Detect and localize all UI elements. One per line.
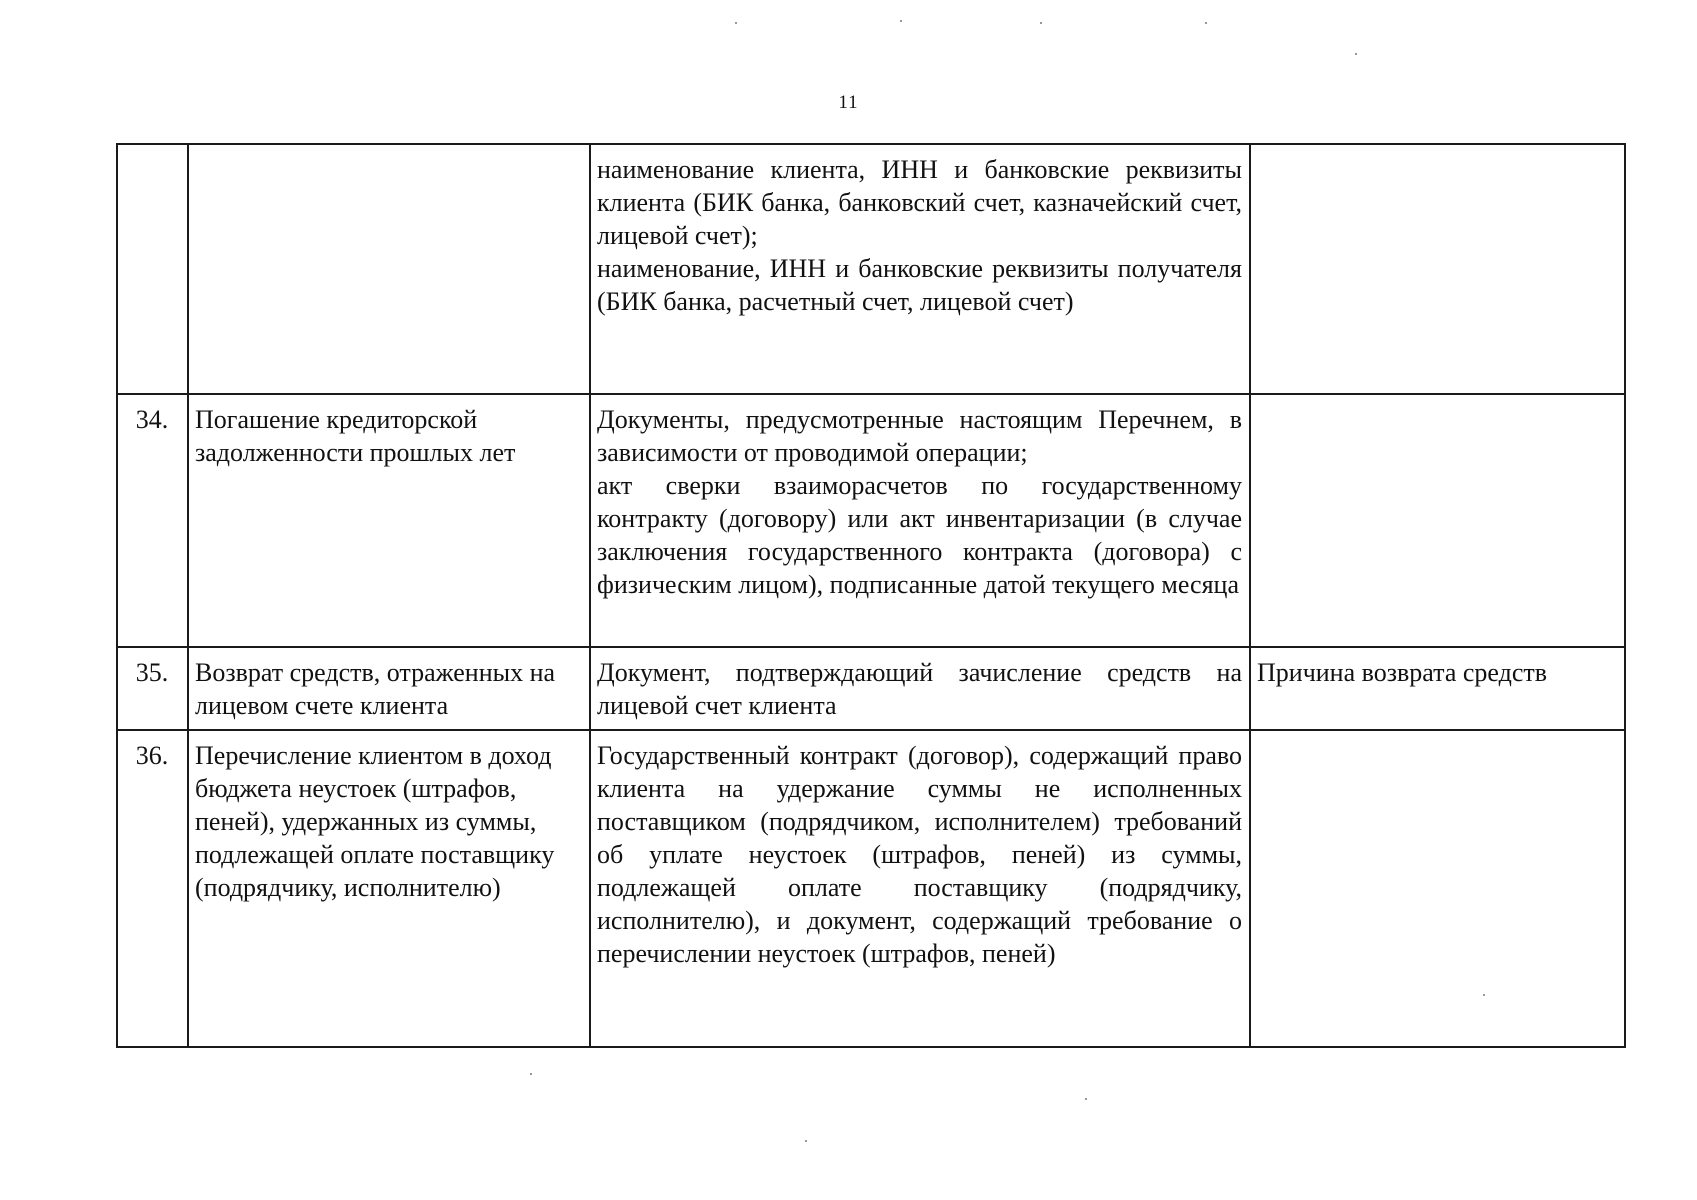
- scan-speck: [1355, 53, 1357, 55]
- table-row: [117, 647, 1625, 730]
- scan-speck: [1205, 22, 1207, 24]
- operation-name-cell: Погашение кредиторской задолженности прошлых лет: [188, 394, 590, 647]
- document-paragraph: акт сверки взаиморасчетов по государственному контракту (договору) или акт инвентаризации (в случае заключения государственного контракта (договора) с физическим лицом), подписанные датой текущего месяца: [597, 471, 1242, 599]
- document-paragraph: Государственный контракт (договор), содержащий право клиента на удержание суммы не исполненных поставщиком (подрядчиком, исполнителем) требований об уплате неустоек (штрафов, пеней) из суммы, подлежащей оплате поставщику (подрядчику, исполнителю), и документ, содержащий требование о перечислении неустоек (штрафов, пеней): [597, 741, 1242, 968]
- scan-speck: [805, 1140, 807, 1142]
- table-row: [117, 730, 1625, 1047]
- note-cell: Причина возврата средств: [1250, 647, 1625, 730]
- table-row: [117, 144, 1625, 394]
- documents-cell: [590, 144, 1250, 394]
- table-row: [117, 394, 1625, 647]
- row-number-cell: [117, 144, 188, 394]
- documents-cell: [590, 647, 1250, 730]
- document-paragraph: Документы, предусмотренные настоящим Перечнем, в зависимости от проводимой операции;: [597, 405, 1242, 467]
- note-cell: [1250, 144, 1625, 394]
- operation-name-cell: Перечисление клиентом в доход бюджета неустоек (штрафов, пеней), удержанных из суммы, подлежащей оплате поставщику (подрядчику, исполнителю): [188, 730, 590, 1047]
- document-paragraph: наименование клиента, ИНН и банковские реквизиты клиента (БИК банка, банковский счет, казначейский счет, лицевой счет);: [597, 155, 1242, 250]
- documents-table: [116, 143, 1626, 1048]
- row-number-cell: 34.: [117, 394, 188, 647]
- operation-name-cell: Возврат средств, отраженных на лицевом счете клиента: [188, 647, 590, 730]
- document-paragraph: наименование, ИНН и банковские реквизиты получателя (БИК банка, расчетный счет, лицевой счет): [597, 254, 1242, 316]
- scan-speck: [900, 20, 902, 22]
- scan-speck: [735, 22, 737, 24]
- operation-name-cell: [188, 144, 590, 394]
- row-number-cell: 36.: [117, 730, 188, 1047]
- page-number: 11: [838, 92, 859, 113]
- note-cell: [1250, 394, 1625, 647]
- row-number-cell: 35.: [117, 647, 188, 730]
- scan-speck: [1483, 994, 1485, 996]
- scan-speck: [1085, 1098, 1087, 1100]
- scan-speck: [1040, 22, 1042, 24]
- scan-speck: [530, 1073, 532, 1075]
- documents-cell: [590, 394, 1250, 647]
- document-paragraph: Документ, подтверждающий зачисление средств на лицевой счет клиента: [597, 658, 1242, 720]
- documents-cell: [590, 730, 1250, 1047]
- note-cell: [1250, 730, 1625, 1047]
